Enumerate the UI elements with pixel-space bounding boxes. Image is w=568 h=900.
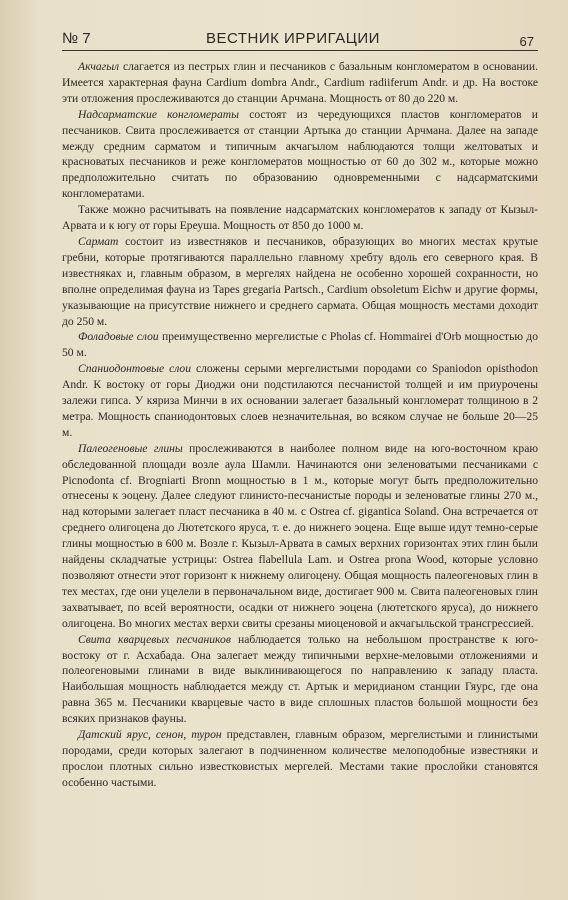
paragraph-term: Палеогеновые глины: [78, 441, 183, 455]
paragraph: [62, 329, 538, 361]
paragraph-text: слагается из пестрых глин и песчаников с базальным конгломератом в основании. Имеется характерная фауна Cardium dombra Andr., Cardium radiiferum Andr. и др. На востоке эти отложения прослеживаются до станции Арчмана. Мощность от 80 до 220 м.: [62, 60, 538, 105]
paragraph-text: состоят из чередующихся пластов конгломератов и песчаников. Свита прослеживается от станции Артыка до станции Арчмана. Далее на западе между средним сарматом и типичным акчагылом наблюдаются толщи желтоватых и красноватых песчаников и реже конгломератов мощностью от 60 до 302 м., которые можно предположительно считать по образованию одновременными с надсарматскими конгломератами.: [62, 107, 538, 201]
paragraph-term: Акчагыл: [78, 60, 120, 73]
paragraph: [62, 234, 538, 329]
paragraph-text: представлен, главным образом, мергелистыми и глинистыми породами, среди которых залегают в подчиненном количестве мелоподобные известняки и прослои плотных сильно известковистых мергелей. Местами такие прослойки становятся особенно частыми.: [62, 728, 538, 789]
paragraph-text: Также можно расчитывать на появление надсарматских конгломератов к западу от Кызыл-Арвата и к югу от горы Ереуша. Мощность от 850 до 1000 м.: [62, 203, 538, 233]
paragraph: [62, 59, 538, 107]
paragraph-text: состоит из известняков и песчаников, образующих во многих местах крутые гребни, которые протягиваются параллельно главному хребту вдоль его северного края. В известняках и, главным образом, в мергелях найдена не особенно хорошей сохранности, но вполне определимая фауна из Tapes gregaria Partsch., Cardium obsoletum Eichw и другие формы, указывающие на присутствие нижнего и среднего сармата. Общая мощность местами доходит до 250 м.: [62, 234, 538, 328]
page-number: 67: [519, 34, 534, 49]
running-header: [62, 28, 538, 51]
paragraph-text: сложены серыми мергелистыми породами со Spaniodon opisthodon Andr. К востоку от горы Диоджи они подстилаются песчанистой толщей и им приурочены залежи гипса. У кяриза Минчи в их основании залегает базальный конгломерат толщиною в 2 метра. Мощность спаниодонтовых слоев незначительная, во всяком случае не больше 20—25 м.: [62, 362, 539, 439]
paragraph-text: преимущественно мергелистые с Pholas cf. Hommairei d'Orb мощностью до 50 м.: [62, 330, 539, 360]
paragraph-term: Датский ярус, сенон, турон: [78, 728, 222, 742]
paragraph: [62, 107, 538, 202]
paragraph-term: Надсарматские конгломераты: [78, 107, 239, 121]
paragraph-term: Свита кварцевых песчаников: [78, 632, 231, 646]
paragraph-text: наблюдается только на небольшом пространстве к юго-востоку от г. Асхабада. Она залегает между типичными верхне-меловыми отложениями и полеогеновыми глинами в виде выклинивающегося по направлению к западу пласта. Наибольшая мощность наблюдается между ст. Артык и меридианом станции Гяурс, где она равна 365 м. Песчаники кварцевые часто в виде сплошных пластов большой мощности без всяких признаков фауны.: [62, 632, 538, 726]
article-body: [62, 59, 538, 791]
paragraph: [62, 361, 538, 441]
paragraph-text: прослеживаются в наиболее полном виде на юго-восточном краю обследованной площади возле аула Шамли. Начинаются они зеленоватыми песчаниками с Picnodonta cf. Brogniarti Bronn мощностью в 1 м., которые могут быть предположительно отнесены к эоцену. Далее следуют глинисто-песчанистые породы и зеленоватые глины 270 м., над которыми залегает пласт песчаника в 40 м. с Ostrea cf. gigantica Soland. Она встречается от среднего олигоцена до Лютетского яруса, т. е. до нижнего эоцена. Еще выше идут темно-серые глины мощностью в 600 м. Возле г. Кызыл-Арвата в самых верхних горизонтах этих глин были найдены складчатые устрицы: Ostrea flabellula Lam. и Ostrea prona Wood, которые условно позволяют отнести этот горизонт к нижнему олигоцену. Общая мощность палеогеновых глин в тех местах, где они уцелели в первоначальном виде, достигает 900 м. Свита палеогеновых глин захватывает, по всей вероятности, осадки от нижнего эоцена (лютетского яруса), до нижнего олигоцена. Во многих местах верхи свиты срезаны миоценовой и акчагыльской трансгрессией.: [62, 441, 538, 630]
paragraph: [62, 727, 538, 791]
paragraph-term: Спаниодонтовые слои: [78, 362, 192, 376]
issue-number: № 7: [62, 30, 91, 47]
paragraph: [62, 441, 538, 632]
paragraph: [62, 202, 538, 234]
paragraph: [62, 632, 538, 727]
journal-title: ВЕСТНИК ИРРИГАЦИИ: [206, 30, 380, 47]
paragraph-term: Сармат: [78, 234, 119, 248]
paragraph-term: Фоладовые слои: [78, 330, 159, 344]
